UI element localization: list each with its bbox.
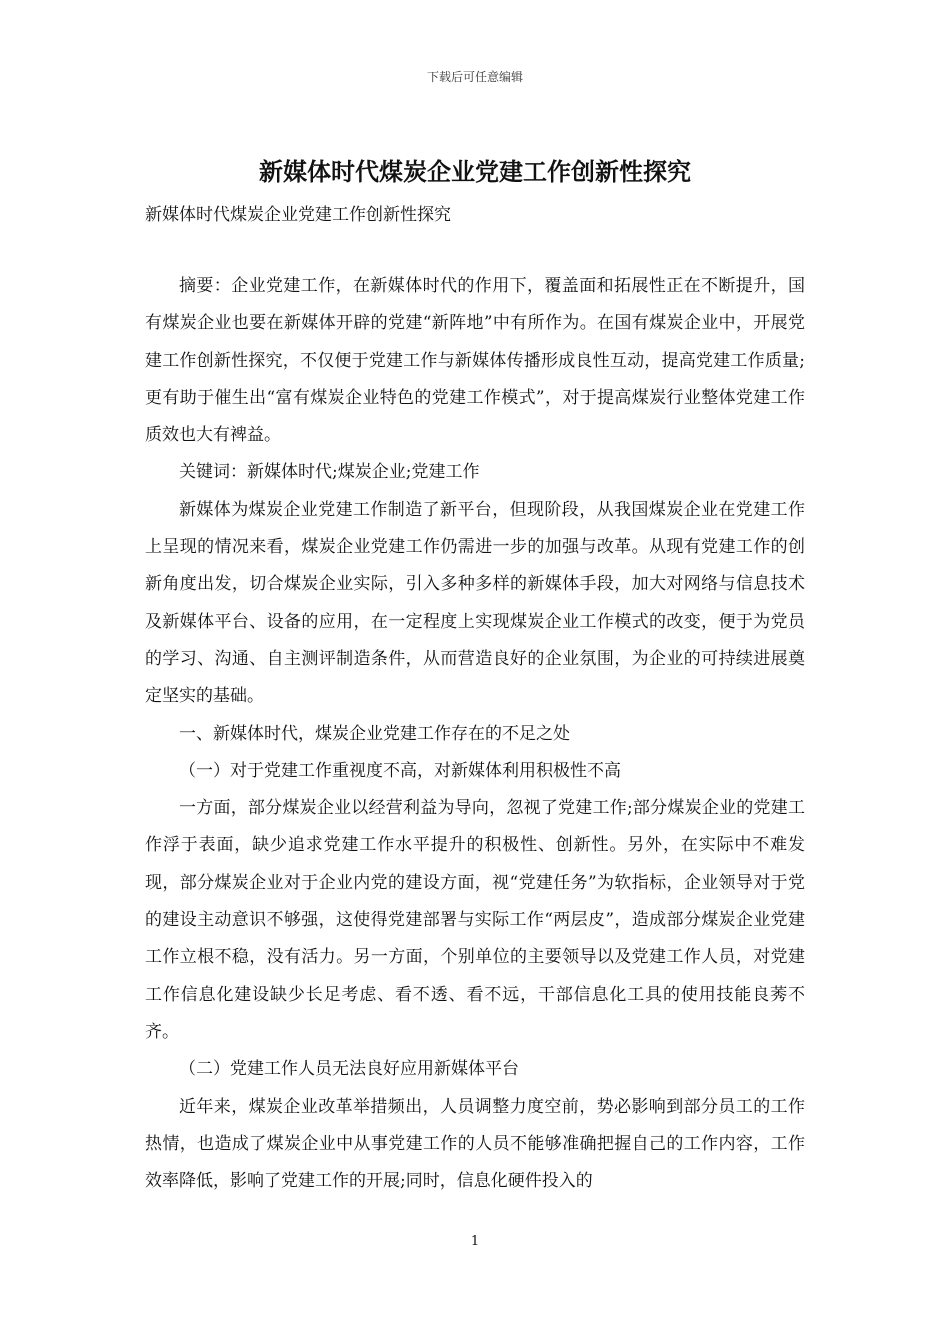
subsection-heading-2: （二）党建工作人员无法良好应用新媒体平台 [179, 1059, 519, 1080]
page-number: 1 [470, 1234, 480, 1249]
abstract-paragraph: 摘要：企业党建工作，在新媒体时代的作用下，覆盖面和拓展性正在不断提升，国有煤炭企业也要在新媒体开辟的党建“新阵地”中有所作为。在国有煤炭企业中，开展党建工作创新性探究，不仅便于党建工作与新媒体传播形成良性互动，提高党建工作质量;更有助于催生出“富有煤炭企业特色的党建工作模式”，对于提高煤炭行业整体党建工作质效也大有裨益。 [145, 276, 805, 446]
intro-paragraph: 新媒体为煤炭企业党建工作制造了新平台，但现阶段，从我国煤炭企业在党建工作上呈现的情况来看，煤炭企业党建工作仍需进一步的加强与改革。从现有党建工作的创新角度出发，切合煤炭企业实际，引入多种多样的新媒体手段，加大对网络与信息技术及新媒体平台、设备的应用，在一定程度上实现煤炭企业工作模式的改变，便于为党员的学习、沟通、自主测评制造条件，从而营造良好的企业氛围，为企业的可持续进展奠定坚实的基础。 [145, 499, 805, 707]
keywords-paragraph: 关键词：新媒体时代;煤炭企业;党建工作 [179, 462, 480, 483]
document-title: 新媒体时代煤炭企业党建工作创新性探究 [259, 157, 691, 186]
subsection-heading-1: （一）对于党建工作重视度不高，对新媒体利用积极性不高 [179, 760, 621, 781]
header-note: 下载后可任意编辑 [426, 70, 523, 84]
document-body [145, 268, 805, 1200]
body-paragraph: 一方面，部分煤炭企业以经营利益为导向，忽视了党建工作;部分煤炭企业的党建工作浮于表面，缺少追求党建工作水平提升的积极性、创新性。另外，在实际中不难发现，部分煤炭企业对于企业内党的建设方面，视“党建任务”为软指标，企业领导对于党的建设主动意识不够强，这使得党建部署与实际工作“两层皮”，造成部分煤炭企业党建工作立根不稳，没有活力。另一方面，个别单位的主要领导以及党建工作人员，对党建工作信息化建设缺少长足考虑、看不透、看不远，干部信息化工具的使用技能良莠不齐。 [145, 798, 805, 1042]
document-subtitle: 新媒体时代煤炭企业党建工作创新性探究 [145, 205, 451, 225]
section-heading-1: 一、新媒体时代，煤炭企业党建工作存在的不足之处 [179, 723, 570, 744]
body-paragraph: 近年来，煤炭企业改革举措频出，人员调整力度空前，势必影响到部分员工的工作热情，也造成了煤炭企业中从事党建工作的人员不能够准确把握自己的工作内容，工作效率降低，影响了党建工作的开展;同时，信息化硬件投入的 [145, 1096, 805, 1192]
